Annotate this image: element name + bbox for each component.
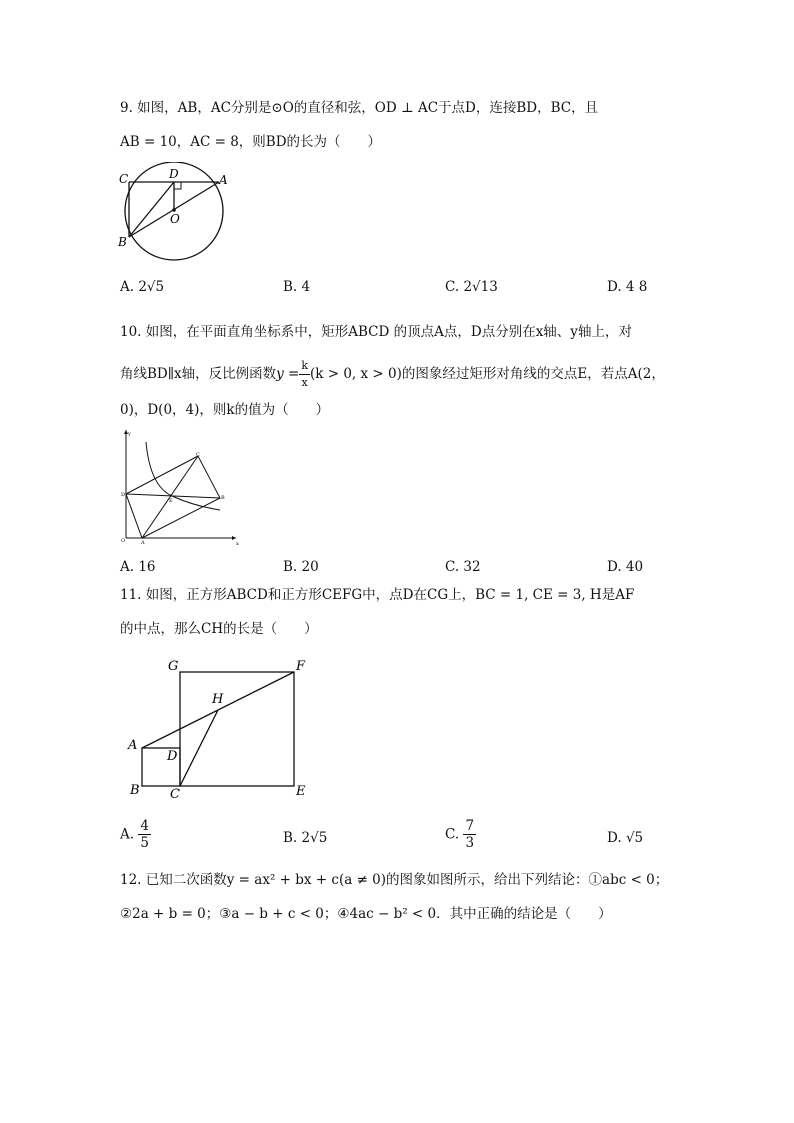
q11-label-G: G bbox=[168, 659, 179, 674]
q9-label-O: O bbox=[170, 212, 180, 226]
q11-figure-squares bbox=[124, 652, 320, 804]
q9-label-D: D bbox=[169, 167, 179, 181]
q11-label-E: E bbox=[296, 784, 306, 799]
q10-figure-rectangle bbox=[116, 426, 242, 546]
q10-label-O: O bbox=[121, 538, 126, 544]
q10-stem-line1: 10. 如图，在平面直角坐标系中，矩形ABCD 的顶点A点，D点分别在x轴、y轴上，对 bbox=[120, 324, 632, 340]
q10-label-x: x bbox=[236, 541, 239, 546]
q10-option-a[interactable]: A. 16 bbox=[120, 559, 156, 575]
q12-stem-line2: ②2a + b = 0；③a − b + c < 0；④4ac − b² < 0．其中正确的结论是（ ） bbox=[120, 906, 612, 922]
q11-label-D: D bbox=[167, 749, 178, 764]
q10-option-d[interactable]: D. 40 bbox=[607, 559, 644, 575]
q10-option-c[interactable]: C. 32 bbox=[445, 559, 481, 575]
q11-stem-line2: 的中点，那么CH的长是（ ） bbox=[120, 621, 318, 637]
q9-option-a[interactable]: A. 2√5 bbox=[120, 279, 165, 295]
q11-option-b[interactable]: B. 2√5 bbox=[283, 830, 328, 846]
q10-label-B: B bbox=[221, 495, 225, 501]
q9-label-B: B bbox=[118, 235, 127, 249]
q9-stem-line1: 9. 如图，AB，AC分别是⊙O的直径和弦，OD ⊥ AC于点D，连接BD，BC，且 bbox=[120, 100, 599, 116]
q9-figure-circle bbox=[112, 162, 232, 268]
q10-label-A: A bbox=[141, 540, 145, 546]
q11-label-F: F bbox=[296, 659, 306, 674]
q10-label-C: C bbox=[196, 452, 200, 458]
q12-stem-line1: 12. 已知二次函数y = ax² + bx + c(a ≠ 0)的图象如图所示，给出下列结论：①abc < 0； bbox=[120, 872, 669, 888]
q11-label-C: C bbox=[170, 787, 180, 802]
q11-option-c[interactable]: C. $\frac{7}{3}$ bbox=[445, 818, 475, 851]
q9-option-b[interactable]: B. 4 bbox=[283, 279, 311, 295]
q9-label-C: C bbox=[119, 172, 129, 186]
q10-option-b[interactable]: B. 20 bbox=[283, 559, 319, 575]
q11-option-a[interactable]: A. $\frac{4}{5}$ bbox=[120, 818, 149, 851]
q11-label-B: B bbox=[130, 783, 140, 798]
q9-option-d[interactable]: D. 4 8 bbox=[607, 279, 648, 295]
q10-label-y: y bbox=[128, 431, 131, 437]
q11-label-H: H bbox=[212, 692, 224, 707]
q11-option-d[interactable]: D. √5 bbox=[607, 830, 644, 846]
q9-label-A: A bbox=[219, 173, 228, 187]
q9-option-c[interactable]: C. 2√13 bbox=[445, 279, 498, 295]
q10-label-E: E bbox=[169, 498, 173, 504]
q10-stem-line2: 角线BD∥x轴，反比例函数y = $\frac{k}{x}$ (k > 0, x > 0)的图象经过矩形对角线的交点E，若点A(2， bbox=[120, 359, 665, 389]
q11-stem-line1: 11. 如图，正方形ABCD和正方形CEFG中，点D在CG上，BC = 1, CE = 3, H是AF bbox=[120, 587, 635, 603]
q11-label-A: A bbox=[128, 738, 138, 753]
q9-stem-line2: AB = 10，AC = 8，则BD的长为（ ） bbox=[120, 134, 382, 150]
q10-stem-line3: 0)，D(0，4)，则k的值为（ ） bbox=[120, 402, 330, 418]
q10-label-D: D bbox=[121, 492, 126, 498]
